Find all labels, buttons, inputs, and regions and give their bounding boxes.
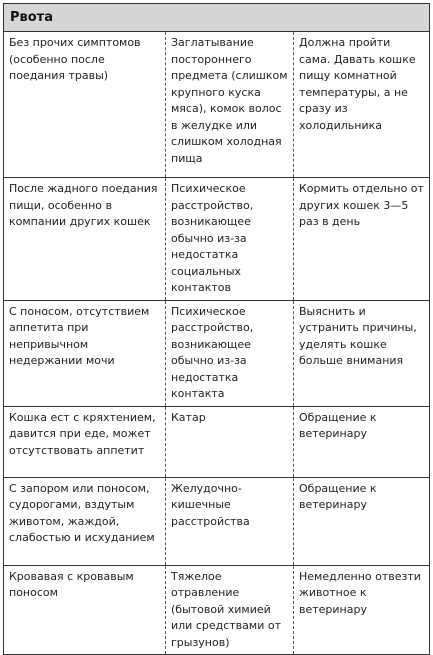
table-row [4,300,430,406]
action-cell: Выяснить и устранить причины, уделять кошке больше внимания [294,300,430,406]
table-row [4,477,430,565]
table-row [4,178,430,301]
cause-context-cell: Без прочих симптомов (особенно после поедания травы) [4,32,166,178]
reason-cell: Тяжелое отравление (бытовой химией или средствами от грызунов) [166,565,294,655]
action-cell: Кормить отдельно от других кошек 3—5 раз в день [294,178,430,301]
action-cell: Обращение к ветеринару [294,477,430,565]
table-row [4,565,430,655]
reason-cell: Катар [166,406,294,477]
action-cell: Немедленно отвезти животное к ветеринару [294,565,430,655]
reason-cell: Заглатывание постороннего предмета (слишком крупного куска мяса), комок волос в желудке или слишком холодная пища [166,32,294,178]
vomiting-table [3,3,430,655]
table-row [4,32,430,178]
reason-cell: Психическое расстройство, возникающее обычно из-за недостатка социальных контактов [166,178,294,301]
table-row [4,406,430,477]
action-cell: Должна пройти сама. Давать кошке пищу комнатной температуры, а не сразу из холодильника [294,32,430,178]
cause-context-cell: Кошка ест с кряхтением, давится при еде, может отсутствовать аппетит [4,406,166,477]
reason-cell: Психическое расстройство, возникающее обычно из-за недостатка контакта [166,300,294,406]
action-cell: Обращение к ветеринару [294,406,430,477]
cause-context-cell: Кровавая с кровавым поносом [4,565,166,655]
reason-cell: Желудочно-кишечные расстройства [166,477,294,565]
cause-context-cell: С запором или поносом, судорогами, вздутым животом, жаждой, слабостью и исхуданием [4,477,166,565]
table-header-row [4,4,430,32]
table-title: Рвота [4,4,430,32]
cause-context-cell: После жадного поедания пищи, особенно в компании других кошек [4,178,166,301]
cause-context-cell: С поносом, отсутствием аппетита при непривычном недержании мочи [4,300,166,406]
